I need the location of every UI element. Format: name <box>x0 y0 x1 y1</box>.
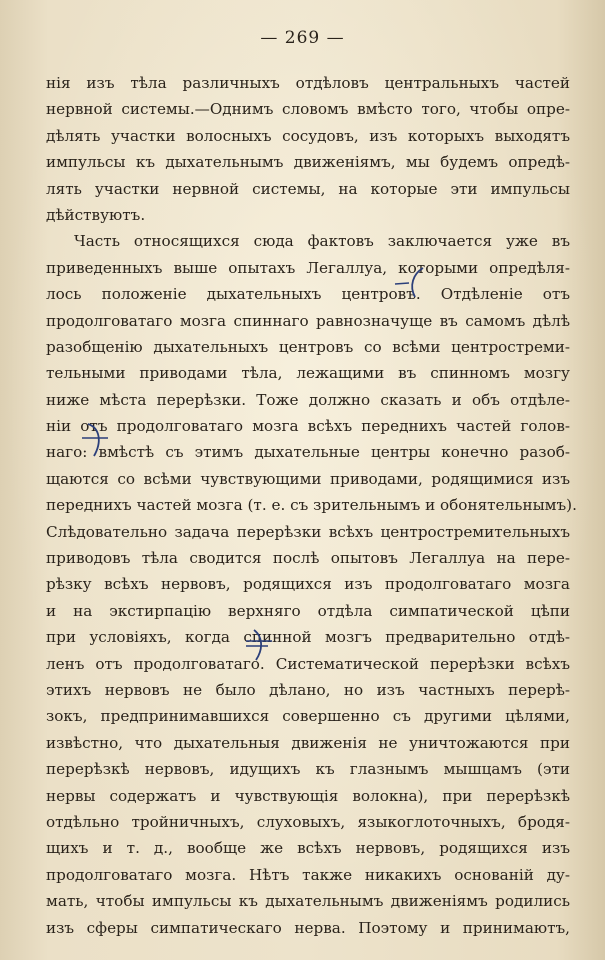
text-line: лять участки нервной системы, на которые эти импульсы <box>46 179 570 198</box>
text-line: продолговатаго мозга. Нѣтъ также никакихъ основаній ду- <box>46 865 570 884</box>
text-line: нія изъ тѣла различныхъ отдѣловъ центральныхъ частей <box>46 74 570 92</box>
text-line: щихъ и т. д., вообще же всѣхъ нервовъ, родящихся изъ <box>46 839 570 858</box>
body-text <box>46 70 577 941</box>
text-line: лось положеніе дыхательныхъ центровъ. Отдѣленіе отъ <box>46 285 570 304</box>
text-line: продолговатаго мозга спиннаго равнозначуще въ самомъ дѣлѣ <box>46 311 570 330</box>
text-line: мать, чтобы импульсы къ дыхательнымъ движеніямъ родились <box>46 892 570 911</box>
text-line: изъ сферы симпатическаго нерва. Поэтому и принимаютъ, <box>46 918 570 937</box>
text-line: ніи отъ продолговатаго мозга всѣхъ переднихъ частей голов- <box>46 417 570 436</box>
text-line: импульсы къ дыхательнымъ движеніямъ, мы будемъ опредѣ- <box>46 153 570 172</box>
page-number: — 269 — <box>260 28 345 48</box>
text-line: нервы содержатъ и чувствующія волокна), при перерѣзкѣ <box>46 786 570 805</box>
text-line: зокъ, предпринимавшихся совершенно съ другими цѣлями, <box>46 707 570 726</box>
text-line: тельными приводами тѣла, лежащими въ спинномъ мозгу <box>46 364 570 383</box>
text-line: щаются со всѣми чувствующими приводами, родящимися изъ <box>46 469 570 488</box>
text-line: разобщенію дыхательныхъ центровъ со всѣми центростреми- <box>46 337 570 356</box>
paragraph-start-line: Часть относящихся сюда фактовъ заключается уже въ <box>74 232 570 251</box>
text-line: при условіяхъ, когда спинной мозгъ предварительно отдѣ- <box>46 628 570 647</box>
text-line: извѣстно, что дыхательныя движенія не уничтожаются при <box>46 733 570 752</box>
text-line: приведенныхъ выше опытахъ Легаллуа, которыми опредѣля- <box>46 258 570 277</box>
text-line: наго: вмѣстѣ съ этимъ дыхательные центры конечно разоб- <box>46 443 570 462</box>
text-line: дѣлять участки волосныхъ сосудовъ, изъ которыхъ выходятъ <box>46 126 570 145</box>
text-line: ленъ отъ продолговатаго. Систематической перерѣзки всѣхъ <box>46 654 570 673</box>
text-line: приводовъ тѣла сводится послѣ опытовъ Легаллуа на пере- <box>46 549 570 568</box>
text-line: рѣзку всѣхъ нервовъ, родящихся изъ продолговатаго мозга <box>46 575 570 594</box>
text-line: этихъ нервовъ не было дѣлано, но изъ частныхъ перерѣ- <box>46 680 570 699</box>
text-line: отдѣльно тройничныхъ, слуховыхъ, языкоглоточныхъ, бродя- <box>46 812 570 831</box>
text-line: и на экстирпацію верхняго отдѣла симпатической цѣпи <box>46 601 570 620</box>
text-line: Слѣдовательно задача перерѣзки всѣхъ центростремительныхъ <box>46 522 570 541</box>
text-line: нервной системы.—Однимъ словомъ вмѣсто того, чтобы опре- <box>46 100 570 119</box>
text-line: переднихъ частей мозга (т. е. съ зрительнымъ и обонятельнымъ). <box>46 496 577 515</box>
text-line: перерѣзкѣ нервовъ, идущихъ къ глазнымъ мышцамъ (эти <box>46 760 570 779</box>
text-line: дѣйствуютъ. <box>46 205 146 224</box>
text-line: ниже мѣста перерѣзки. Тоже должно сказать и объ отдѣле- <box>46 390 570 409</box>
